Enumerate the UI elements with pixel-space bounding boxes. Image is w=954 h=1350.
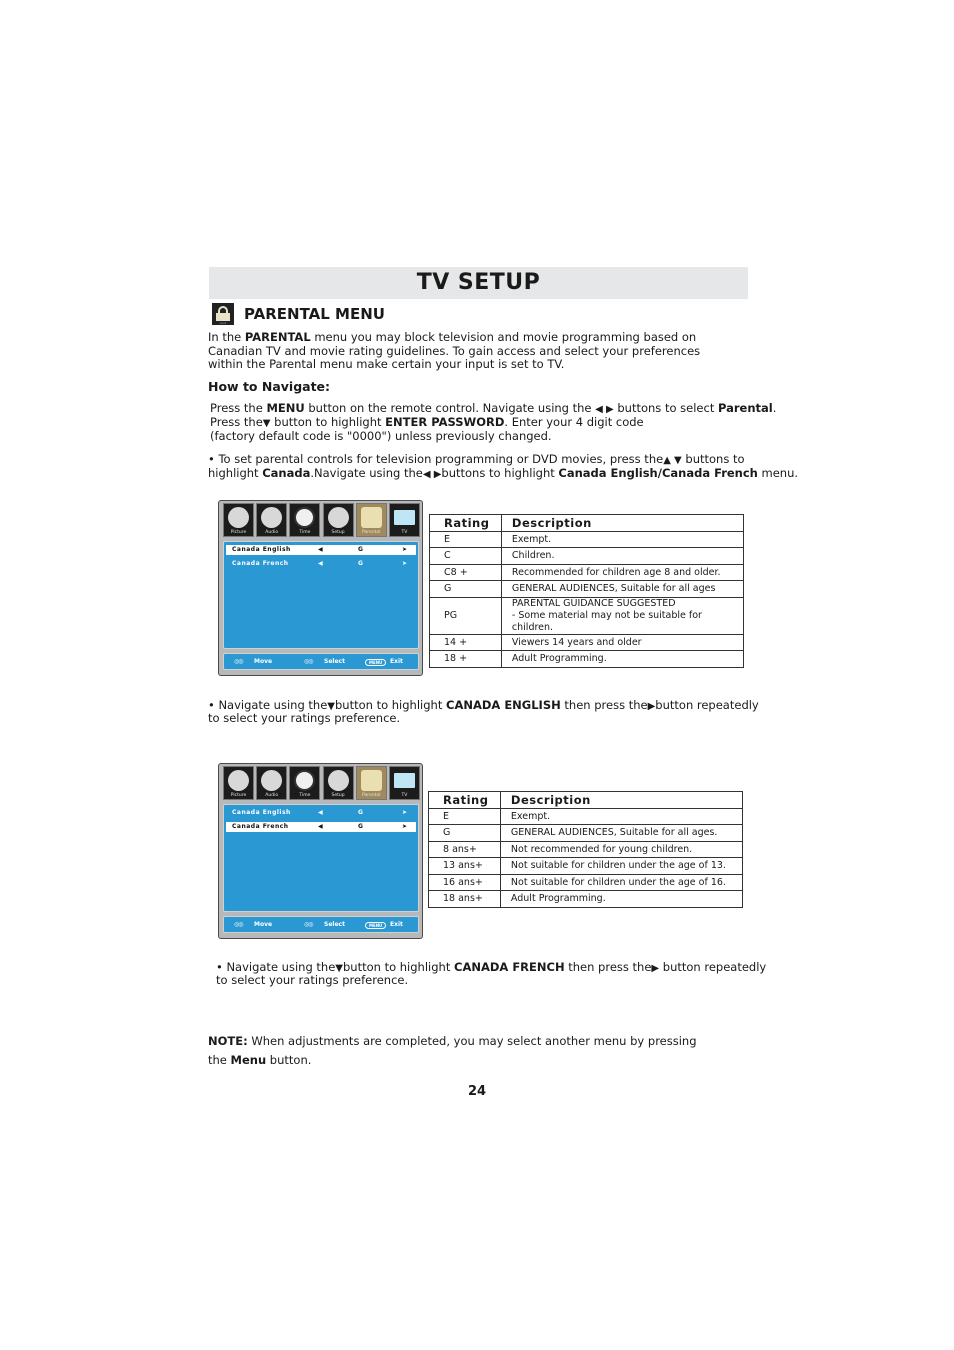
audio-tab-icon[interactable]: Audio (256, 503, 287, 537)
osd-screen-french (218, 763, 423, 939)
table-row: G GENERAL AUDIENCES, Suitable for all ages (430, 581, 744, 598)
right-arrow-icon: ▶ (647, 701, 656, 712)
tv-tab-icon[interactable]: TV (389, 503, 420, 537)
menu-key-icon: MENU (365, 659, 386, 666)
lock-icon (212, 303, 234, 325)
table-row: PG PARENTAL GUIDANCE SUGGESTED - Some material may not be suitable for children. (430, 597, 744, 634)
nav-english-line-2: to select your ratings preference. (208, 711, 401, 725)
osd-footer: ◎◎ Move ◎◎ Select MENU Exit (223, 653, 419, 670)
osd-menu-list (223, 541, 419, 649)
intro-line-2: Canadian TV and movie rating guidelines. To gain access and select your preferences (208, 344, 701, 358)
right-arrow-icon: ▶ (651, 963, 660, 974)
how-to-line-1: Press the MENU button on the remote control. Navigate using the ◀ ▶ buttons to select Parental. (210, 401, 777, 415)
how-to-line-5: highlight Canada.Navigate using the◀ ▶buttons to highlight Canada English/Canada French menu. (208, 466, 799, 480)
down-arrow-icon: ▼ (327, 701, 335, 712)
lock-icon-label: Lock (219, 321, 227, 325)
select-keys-icon: ◎◎ (304, 658, 313, 665)
osd-row-canada-english[interactable]: Canada English ◀ G ➤ (226, 545, 416, 555)
osd-row-canada-french[interactable]: Canada French ◀ G ➤ (226, 822, 416, 832)
osd-menu-tabs (223, 766, 420, 800)
table-row: C Children. (430, 548, 744, 565)
section-title: PARENTAL MENU (244, 305, 385, 323)
how-to-heading: How to Navigate: (208, 379, 331, 394)
how-to-line-4: • To set parental controls for television programming or DVD movies, press the▲ ▼ buttons to (208, 452, 745, 466)
nav-french-line-1: • Navigate using the▼button to highlight CANADA FRENCH then press the▶ button repeatedly (216, 960, 767, 974)
left-right-arrow-icon: ◀ ▶ (422, 469, 442, 480)
osd-row-canada-english[interactable]: Canada English ◀ G ➤ (232, 809, 408, 816)
nav-english-line-1: • Navigate using the▼button to highlight CANADA ENGLISH then press the▶button repeatedly (208, 698, 759, 712)
tv-tab-icon[interactable]: TV (389, 766, 420, 800)
table-row: 13 ans+ Not suitable for children under the age of 13. (429, 858, 743, 875)
note-line-1: NOTE: When adjustments are completed, you may select another menu by pressing (208, 1034, 697, 1048)
table-row: 8 ans+ Not recommended for young children. (429, 841, 743, 858)
nav-french-line-2: to select your ratings preference. (216, 973, 409, 987)
page-title: TV SETUP (416, 270, 541, 295)
move-keys-icon: ◎◎ (234, 658, 243, 665)
table-row: 14 + Viewers 14 years and older (430, 634, 744, 651)
left-right-arrow-icon: ◀ ▶ (595, 404, 614, 415)
osd-screen-english (218, 500, 423, 676)
osd-menu-tabs (223, 503, 420, 537)
time-tab-icon[interactable]: Time (289, 503, 320, 537)
parental-tab-icon[interactable]: Parental (356, 503, 387, 537)
table-row: E Exempt. (429, 808, 743, 825)
intro-line-1: In the PARENTAL menu you may block television and movie programming based on (208, 330, 697, 344)
how-to-line-3: (factory default code is "0000") unless previously changed. (210, 429, 552, 443)
move-keys-icon: ◎◎ (234, 921, 243, 928)
select-keys-icon: ◎◎ (304, 921, 313, 928)
up-down-arrow-icon: ▲ ▼ (663, 455, 682, 466)
setup-tab-icon[interactable]: Setup (323, 766, 354, 800)
down-arrow-icon: ▼ (262, 418, 271, 429)
page-number: 24 (467, 1084, 487, 1099)
osd-footer: ◎◎ Move ◎◎ Select MENU Exit (223, 916, 419, 933)
table-row: C8 + Recommended for children age 8 and older. (430, 564, 744, 581)
osd-row-canada-french[interactable]: Canada French ◀ G ➤ (232, 560, 408, 567)
down-arrow-icon: ▼ (335, 963, 343, 974)
table-row: G GENERAL AUDIENCES, Suitable for all ages. (429, 825, 743, 842)
picture-tab-icon[interactable]: Picture (223, 503, 254, 537)
menu-key-icon: MENU (365, 922, 386, 929)
table-row: E Exempt. (430, 531, 744, 548)
audio-tab-icon[interactable]: Audio (256, 766, 287, 800)
table-row: 18 + Adult Programming. (430, 651, 744, 668)
how-to-line-2: Press the▼ button to highlight ENTER PASSWORD. Enter your 4 digit code (210, 415, 644, 429)
note-line-2: the Menu button. (208, 1053, 312, 1067)
osd-menu-list (223, 804, 419, 912)
table-row: 18 ans+ Adult Programming. (429, 891, 743, 908)
table-row: 16 ans+ Not suitable for children under the age of 16. (429, 874, 743, 891)
setup-tab-icon[interactable]: Setup (323, 503, 354, 537)
canada-english-rating-table: Rating Description E Exempt. C Children. C8 + Recommended for children age 8 and older. G GENERAL AUDIENCES, Suitable for all ages PG PARENTAL GUIDANCE SUGGESTED - Some material may not be suitable for children. 14 + Viewers 14 years and older 18 + Adult Programming. (429, 514, 744, 668)
picture-tab-icon[interactable]: Picture (223, 766, 254, 800)
time-tab-icon[interactable]: Time (289, 766, 320, 800)
canada-french-rating-table: Rating Description E Exempt. G GENERAL AUDIENCES, Suitable for all ages. 8 ans+ Not recommended for young children. 13 ans+ Not suitable for children under the age of 13. 16 ans+ Not suitable for children under the age of 16. 18 ans+ Adult Programming. (428, 791, 743, 908)
title-bar (209, 267, 748, 299)
parental-tab-icon[interactable]: Parental (356, 766, 387, 800)
intro-line-3: within the Parental menu make certain your input is set to TV. (208, 357, 565, 371)
